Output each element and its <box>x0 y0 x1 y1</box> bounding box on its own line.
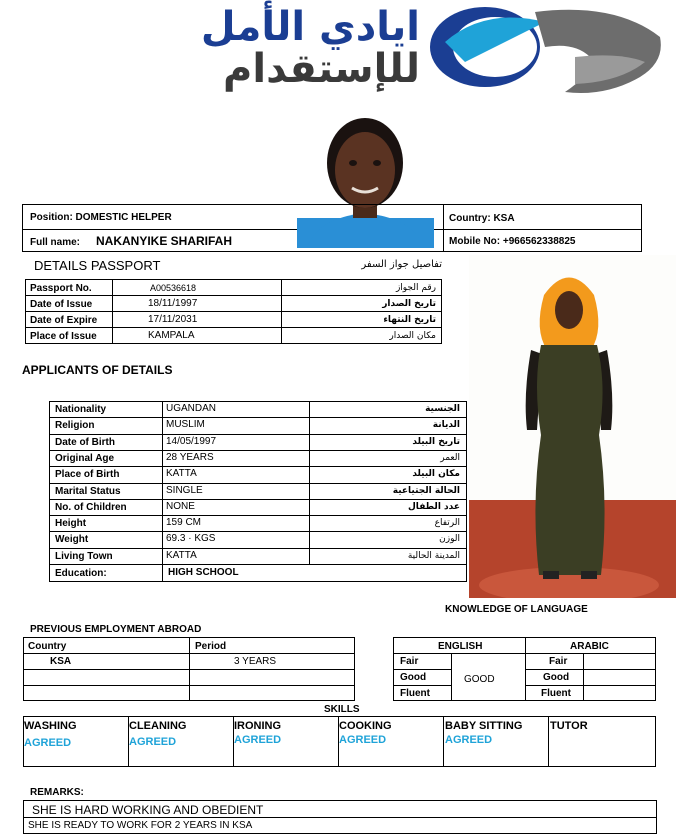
skill-value: AGREED <box>129 736 177 748</box>
arabic-level-good: Good <box>543 672 570 683</box>
full-body-photo <box>469 255 676 598</box>
position-label: Position: DOMESTIC HELPER <box>30 212 172 223</box>
applicant-row-label: Original Age <box>55 453 115 464</box>
applicant-row-label: Weight <box>55 534 89 545</box>
employment-col-period: Period <box>195 641 227 652</box>
applicant-row-ar: مكان البيلد <box>412 469 460 479</box>
skill-name: IRONING <box>234 720 282 732</box>
skill-name: TUTOR <box>550 720 588 732</box>
education-label: Education: <box>55 568 107 579</box>
remarks-title: REMARKS: <box>30 787 84 798</box>
passport-row-ar: رقم الجواز <box>395 283 436 293</box>
passport-title-ar: تفاصيل جواز السفر <box>361 259 442 270</box>
applicant-row-value: SINGLE <box>166 485 203 496</box>
passport-row-value: KAMPALA <box>148 330 195 341</box>
applicant-row-value: 69.3 · KGS <box>166 533 216 544</box>
passport-row-value: 18/11/1997 <box>148 298 198 309</box>
arabic-level-fluent: Fluent <box>541 688 571 699</box>
education-value: HIGH SCHOOL <box>168 567 239 578</box>
arabic-level-fair: Fair <box>549 656 568 667</box>
english-value: GOOD <box>464 674 495 685</box>
applicant-row-label: Nationality <box>55 404 107 415</box>
passport-row-label: Date of Expire <box>30 315 98 326</box>
applicant-row-ar: عدد الطفال <box>408 502 460 512</box>
applicant-row-ar: الرتفاع <box>434 518 460 528</box>
language-title: KNOWLEDGE OF LANGUAGE <box>445 604 588 615</box>
passport-title: DETAILS PASSPORT <box>34 258 161 273</box>
applicant-row-ar: تاريخ البيلد <box>412 437 460 447</box>
applicant-row-ar: الجنسية <box>425 404 460 414</box>
applicant-row-ar: الديانة <box>432 420 460 430</box>
applicant-row-value: KATTA <box>166 550 197 561</box>
applicant-row-label: Marital Status <box>55 486 121 497</box>
passport-row-label: Date of Issue <box>30 299 93 310</box>
passport-row-label: Place of Issue <box>30 331 97 342</box>
skill-name: WASHING <box>24 720 77 732</box>
remarks-line1: SHE IS HARD WORKING AND OBEDIENT <box>32 803 264 817</box>
applicant-row-ar: الوزن <box>439 534 460 544</box>
applicant-row-label: Height <box>55 518 87 529</box>
applicant-row-value: NONE <box>166 501 195 512</box>
employment-col-country: Country <box>28 641 67 652</box>
applicant-row-value: KATTA <box>166 468 197 479</box>
employment-title: PREVIOUS EMPLOYMENT ABROAD <box>30 624 202 635</box>
applicant-title: APPLICANTS OF DETAILS <box>22 363 173 377</box>
english-level-good: Good <box>400 672 427 683</box>
passport-row-ar: تاريخ الصدار <box>382 299 436 309</box>
applicant-row-value: 14/05/1997 <box>166 436 217 447</box>
applicant-row-value: MUSLIM <box>166 419 205 430</box>
company-logo <box>0 0 676 110</box>
applicant-row-label: Religion <box>55 420 95 431</box>
applicant-row-ar: المدينة الحالية <box>407 551 460 561</box>
hands-logo-icon <box>425 2 675 102</box>
applicant-row-ar: العمر <box>440 453 460 463</box>
skills-title: SKILLS <box>324 704 360 715</box>
language-arabic-header: ARABIC <box>570 641 609 652</box>
skill-value: AGREED <box>234 734 282 746</box>
passport-row-value: 17/11/2031 <box>148 314 198 325</box>
passport-row-label: Passport No. <box>30 283 92 294</box>
mobile-label: Mobile No: +966562338825 <box>449 236 576 247</box>
applicant-row-ar: الحالة الجتياعية <box>392 486 460 496</box>
english-level-fair: Fair <box>400 656 419 667</box>
skill-value: AGREED <box>24 737 72 749</box>
applicant-row-value: 159 CM <box>166 517 202 528</box>
skill-name: BABY SITTING <box>445 720 523 732</box>
skill-value: AGREED <box>339 734 387 746</box>
applicant-row-label: Place of Birth <box>55 469 120 480</box>
applicant-row-value: UGANDAN <box>166 403 217 414</box>
passport-row-ar: مكان الصدار <box>389 331 436 341</box>
country-label: Country: KSA <box>449 213 515 224</box>
applicant-row-value: 28 YEARS <box>166 452 214 463</box>
applicant-row-label: Living Town <box>55 551 113 562</box>
logo-text-line1: ايادي الأمل <box>200 4 420 50</box>
remarks-line2: SHE IS READY TO WORK FOR 2 YEARS IN KSA <box>28 820 253 831</box>
english-level-fluent: Fluent <box>400 688 430 699</box>
language-english-header: ENGLISH <box>438 641 483 652</box>
fullname-label: Full name: <box>30 237 81 248</box>
skill-value: AGREED <box>445 734 493 746</box>
logo-text-line2: للإستقدام <box>223 46 420 92</box>
applicant-row-label: No. of Children <box>55 502 127 513</box>
applicant-row-label: Date of Birth <box>55 437 115 448</box>
skill-name: COOKING <box>339 720 392 732</box>
passport-row-ar: تاريخ النتهاء <box>383 315 436 325</box>
employment-period: 3 YEARS <box>234 656 277 667</box>
employment-country: KSA <box>50 656 72 667</box>
fullname-value: NAKANYIKE SHARIFAH <box>96 234 233 248</box>
passport-row-value: A00536618 <box>150 283 197 293</box>
skill-name: CLEANING <box>129 720 187 732</box>
